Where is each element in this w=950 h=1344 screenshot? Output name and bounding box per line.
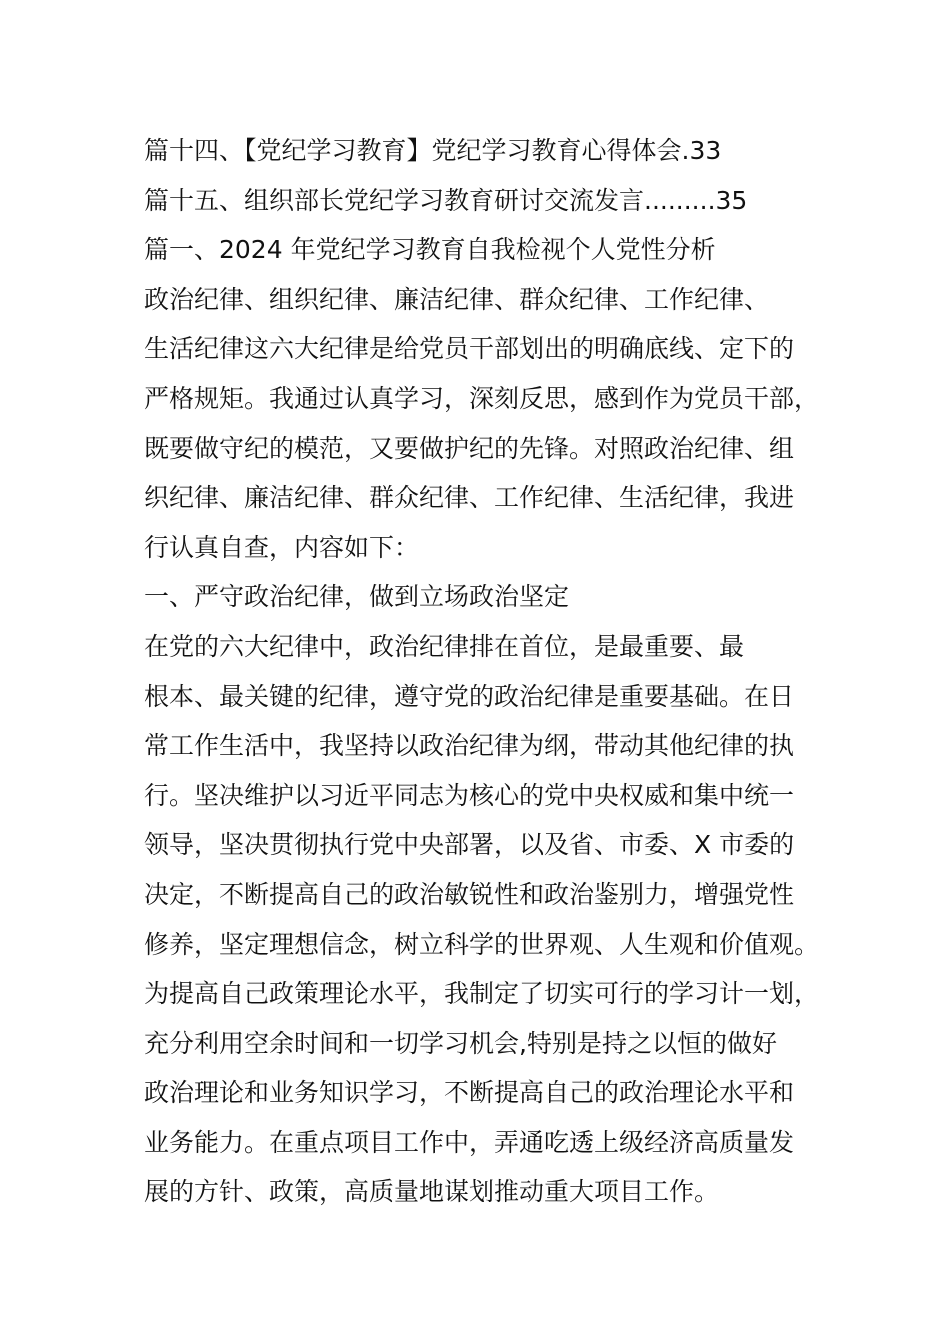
paragraph-line: 决定，不断提高自己的政治敏锐性和政治鉴别力，增强党性	[144, 879, 795, 909]
paragraph-line: 常工作生活中，我坚持以政治纪律为纲，带动其他纪律的执	[144, 731, 795, 761]
paragraph-line: 展的方针、政策，高质量地谋划推动重大项目工作。	[144, 1177, 720, 1207]
paragraph-line: 修养，坚定理想信念，树立科学的世界观、人生观和价值观。	[144, 929, 820, 959]
toc-line: 篇十四、【党纪学习教育】党纪学习教育心得体会.33	[144, 136, 722, 165]
toc-line: 篇十五、组织部长党纪学习教育研讨交流发言.........35	[144, 185, 748, 215]
paragraph-line: 生活纪律这六大纪律是给党员干部划出的明确底线、定下的	[144, 334, 795, 364]
paragraph-line: 政治理论和业务知识学习，不断提高自己的政治理论水平和	[144, 1078, 795, 1108]
paragraph-line: 充分利用空余时间和一切学习机会,特别是持之以恒的做好	[144, 1028, 777, 1058]
paragraph-line: 根本、最关键的纪律，遵守党的政治纪律是重要基础。在日	[144, 681, 795, 711]
paragraph-line: 政治纪律、组织纪律、廉洁纪律、群众纪律、工作纪律、	[144, 284, 770, 314]
paragraph-line: 行。坚决维护以习近平同志为核心的党中央权威和集中统一	[144, 780, 795, 810]
heading: 一、严守政治纪律，做到立场政治坚定	[144, 582, 570, 612]
paragraph-line: 领导，坚决贯彻执行党中央部署，以及省、市委、X 市委的	[144, 830, 795, 860]
section-title: 篇一、2024 年党纪学习教育自我检视个人党性分析	[144, 235, 716, 265]
paragraph-line: 织纪律、廉洁纪律、群众纪律、工作纪律、生活纪律，我进	[144, 483, 795, 513]
paragraph-line: 业务能力。在重点项目工作中，弄通吃透上级经济高质量发	[144, 1127, 795, 1157]
paragraph-line: 严格规矩。我通过认真学习，深刻反思，感到作为党员干部，	[144, 383, 820, 413]
paragraph-line: 为提高自己政策理论水平，我制定了切实可行的学习计一划，	[144, 979, 820, 1009]
document-body	[144, 126, 820, 1217]
paragraph-line: 既要做守纪的模范，又要做护纪的先锋。对照政治纪律、组	[144, 433, 795, 463]
paragraph-line: 行认真自查，内容如下：	[144, 532, 420, 562]
paragraph-line: 在党的六大纪律中，政治纪律排在首位，是最重要、最	[144, 631, 745, 661]
